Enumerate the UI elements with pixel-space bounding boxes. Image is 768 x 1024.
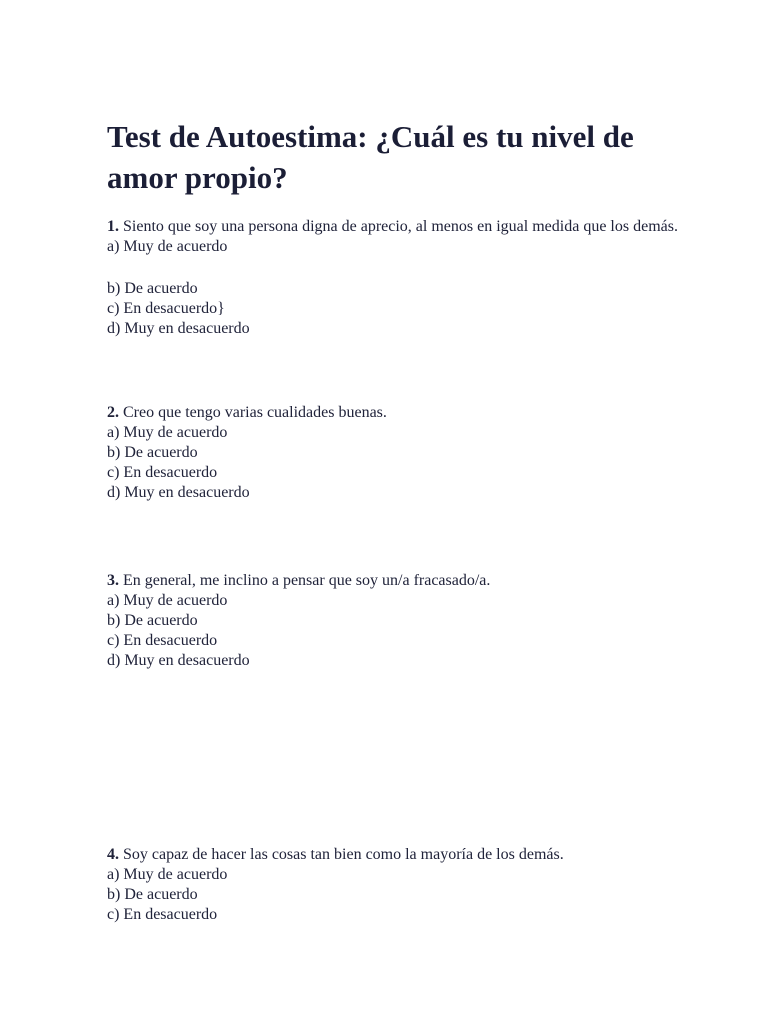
question-2 xyxy=(107,403,682,503)
page-title: Test de Autoestima: ¿Cuál es tu nivel de amor propio? xyxy=(107,119,634,195)
question-text xyxy=(107,845,682,865)
option-a: a) Muy de acuerdo xyxy=(107,424,228,441)
question-1 xyxy=(107,217,682,339)
option-b: b) De acuerdo xyxy=(107,886,198,903)
question-statement: Creo que tengo varias cualidades buenas. xyxy=(123,404,387,421)
question-statement: En general, me inclino a pensar que soy un/a fracasado/a. xyxy=(123,572,491,589)
option-a: a) Muy de acuerdo xyxy=(107,238,228,255)
option-c: c) En desacuerdo xyxy=(107,464,218,481)
option-c: c) En desacuerdo xyxy=(107,906,218,923)
question-text xyxy=(107,403,682,423)
option-d: d) Muy en desacuerdo xyxy=(107,652,250,669)
option-a: a) Muy de acuerdo xyxy=(107,592,228,609)
option-c: c) En desacuerdo xyxy=(107,632,218,649)
question-4 xyxy=(107,845,682,925)
option-c: c) En desacuerdo} xyxy=(107,300,225,317)
option-b: b) De acuerdo xyxy=(107,280,198,297)
question-number: 4. xyxy=(107,846,119,863)
option-a: a) Muy de acuerdo xyxy=(107,866,228,883)
question-3 xyxy=(107,571,682,671)
option-b: b) De acuerdo xyxy=(107,612,198,629)
option-d: d) Muy en desacuerdo xyxy=(107,320,250,337)
option-b: b) De acuerdo xyxy=(107,444,198,461)
question-number: 3. xyxy=(107,572,119,589)
spacer xyxy=(107,257,682,279)
question-statement: Siento que soy una persona digna de aprecio, al menos en igual medida que los demás. xyxy=(123,218,678,235)
question-number: 1. xyxy=(107,218,119,235)
question-text xyxy=(107,217,682,237)
question-statement: Soy capaz de hacer las cosas tan bien como la mayoría de los demás. xyxy=(123,846,564,863)
question-number: 2. xyxy=(107,404,119,421)
option-d: d) Muy en desacuerdo xyxy=(107,484,250,501)
question-text xyxy=(107,571,682,591)
